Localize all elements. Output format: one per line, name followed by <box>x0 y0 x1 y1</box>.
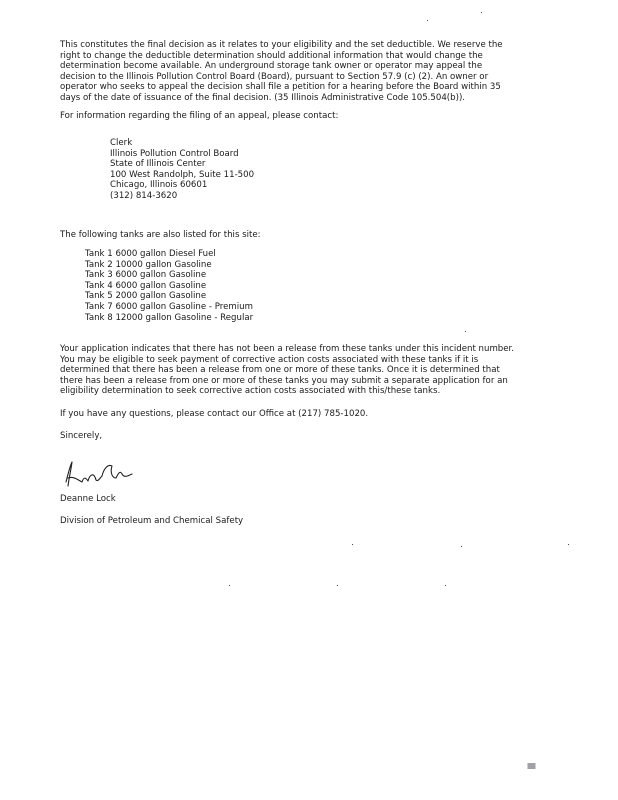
scan-speck <box>465 331 466 332</box>
paragraph-line: You may be eligible to seek payment of corrective action costs associated with these tanks if it is <box>60 354 479 365</box>
tank-item: Tank 4 6000 gallon Gasoline <box>85 280 207 291</box>
paragraph-line: there has been a release from one or more of these tanks you may submit a separate application for an <box>60 375 508 386</box>
division-name: Division of Petroleum and Chemical Safety <box>60 516 244 526</box>
signer-name: Deanne Lock <box>60 494 116 504</box>
appeal-contact-intro: For information regarding the filing of an appeal, please contact: <box>60 111 339 121</box>
tank-item: Tank 3 6000 gallon Gasoline <box>85 270 207 281</box>
address-line: 100 West Randolph, Suite 11-500 <box>110 169 255 180</box>
address-line: Chicago, Illinois 60601 <box>110 180 208 191</box>
paragraph-line: days of the date of issuance of the final decision. (35 Illinois Administrative Code 105.504(b)). <box>60 92 466 103</box>
scan-mark-icon <box>527 763 536 769</box>
paragraph-line: right to change the deductible determination should additional information that would change the <box>60 50 483 61</box>
paragraph-line: This constitutes the final decision as it relates to your eligibility and the set deductible. We reserve the <box>60 40 503 50</box>
address-line: State of Illinois Center <box>110 159 206 170</box>
scan-speck <box>445 585 446 586</box>
paragraph-line: Your application indicates that there has not been a release from these tanks under this incident number. <box>60 344 515 354</box>
tanks-intro: The following tanks are also listed for this site: <box>60 230 261 240</box>
address-line: Illinois Pollution Control Board <box>110 148 239 159</box>
tank-list <box>85 249 385 323</box>
address-line: (312) 814-3620 <box>110 190 178 201</box>
scan-speck <box>568 544 569 545</box>
scan-speck <box>427 20 428 21</box>
address-line: Clerk <box>110 138 133 148</box>
paragraph-line: determined that there has been a release from one or more of these tanks. Once it is determined that <box>60 365 500 376</box>
scan-speck <box>337 585 338 586</box>
release-paragraph <box>60 344 544 397</box>
paragraph-line: determination become available. An underground storage tank owner or operator may appeal the <box>60 61 483 72</box>
tank-item: Tank 5 2000 gallon Gasoline <box>85 291 207 302</box>
scan-speck <box>229 585 230 586</box>
scan-speck <box>461 546 462 547</box>
tank-item: Tank 2 10000 gallon Gasoline <box>85 259 212 270</box>
paragraph-line: operator who seeks to appeal the decision shall file a petition for a hearing before the Board within 35 <box>60 82 501 93</box>
tank-item: Tank 1 6000 gallon Diesel Fuel <box>85 249 216 259</box>
board-address-block <box>110 138 410 202</box>
paragraph-line: decision to the Illinois Pollution Control Board (Board), pursuant to Section 57.9 (c) (2). An owner or <box>60 71 489 82</box>
scan-speck <box>481 12 482 13</box>
questions-line: If you have any questions, please contact our Office at (217) 785-1020. <box>60 409 369 419</box>
paragraph-line: eligibility determination to seek corrective action costs associated with this/these tanks. <box>60 386 441 397</box>
scan-speck <box>352 544 353 545</box>
tank-item: Tank 8 12000 gallon Gasoline - Regular <box>85 312 254 323</box>
closing-line: Sincerely, <box>60 431 103 441</box>
tank-item: Tank 7 6000 gallon Gasoline - Premium <box>85 301 253 312</box>
handwritten-signature <box>60 456 140 490</box>
final-decision-paragraph <box>60 40 544 104</box>
